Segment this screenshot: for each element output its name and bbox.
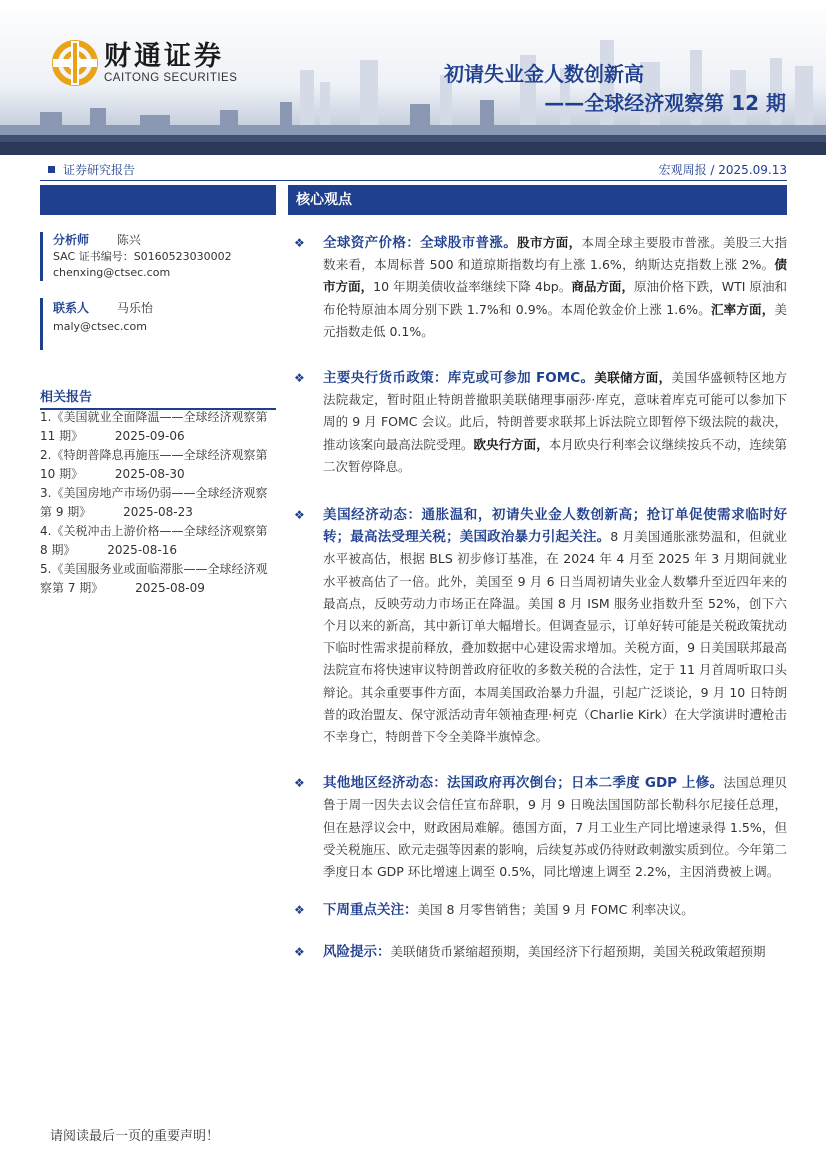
viewpoint-subheading: 债市方面， [323,257,787,295]
analyst-name: 陈兴 [116,233,141,247]
contact-email[interactable]: maly@ctsec.com [53,320,147,333]
contact-role: 联系人 [53,301,90,315]
viewpoint-text: 原油价格下跌，WTI 原油和布伦特原油本周分别下跌 1.7%和 0.9%。本周伦敦金价上涨 1.6%。 [323,279,787,317]
related-report-date: 2025-09-06 [114,429,185,443]
related-report-link[interactable]: 1.《美国就业全面降温——全球经济观察第 11 期》 [40,410,268,443]
logo-chinese-name: 财通证券 [104,41,224,72]
contact-info [40,298,276,350]
related-report-link[interactable]: 2.《特朗普降息再施压——全球经济观察第 10 期》 [40,448,268,481]
related-report-item[interactable] [40,484,276,522]
viewpoint-heading: 风险提示： [323,944,391,961]
header-banner [0,0,826,155]
caitong-logo-icon [52,40,98,86]
viewpoint-text: 美国 8 月零售销售；美国 9 月 FOMC 利率决议。 [417,902,694,918]
viewpoint-subheading: 商品方面， [571,279,634,295]
viewpoint-heading: 下周重点关注： [323,902,418,919]
report-title-main: 初请失业金人数创新高 [444,62,644,86]
related-report-date: 2025-08-23 [123,505,193,519]
analyst-email[interactable]: chenxing@ctsec.com [53,266,171,279]
related-report-date: 2025-08-16 [107,543,178,557]
viewpoint-next-week [292,899,787,921]
related-reports-list [40,408,276,598]
analyst-sac: SAC 证书编号：S0160523030002 [53,250,232,263]
core-viewpoints [292,232,787,964]
viewpoint-heading: 主要央行货币政策：库克或可参加 FOMC。 [323,370,595,387]
related-report-item[interactable] [40,560,276,598]
core-viewpoints-header: 核心观点 [288,185,787,215]
disclaimer-note: 请阅读最后一页的重要声明！ [50,1129,220,1144]
divider [40,180,787,181]
related-report-item[interactable] [40,522,276,560]
viewpoint-subheading: 美联储方面， [594,370,672,386]
company-logo [52,40,237,86]
diamond-bullet-icon: ❖ [294,236,305,250]
related-report-item[interactable] [40,446,276,484]
logo-english-name: CAITONG SECURITIES [104,72,238,84]
diamond-bullet-icon: ❖ [294,508,305,523]
viewpoint-heading: 其他地区经济动态：法国政府再次倒台；日本二季度 GDP 上修。 [323,775,724,792]
viewpoint-text: 8 月美国通胀涨势温和，但就业水平被高估，根据 BLS 初步修订基准，在 2024 年 4 月至 2025 年 3 月期间就业水平被高估了一倍。此外，美国至 9 月 6 日当周初请失业金人数攀升至近四年来的最高点，反映劳动力市场正在降温。美国 8 月 ISM 服务业指数升至 52%，创下六个月以来的新高，其中新订单大幅增长。但调查显示，订单好转可能是关税政策扰动下临时性需求提前释放，叠加数据中心建设需求增加。关税方面，9 日美国联邦最高法院宣布将快速审议特朗普政府征收的多数关税的合法性，定于 11 月首周听取口头辩论。其余重要事件方面，本周美国政治暴力升温，引起广泛谈论，9 月 10 日特朗普的政治盟友、保守派活动青年领袖查理·柯克（Charlie Kirk）在大学演讲时遭枪击不幸身亡，特朗普下令全美降半旗悼念。 [323,529,787,745]
viewpoint-subheading: 股市方面， [517,235,582,250]
diamond-bullet-icon: ❖ [294,371,305,386]
diamond-bullet-icon: ❖ [294,945,305,960]
related-report-link[interactable]: 5.《美国服务业或面临滞胀——全球经济观察第 7 期》 [40,562,268,595]
viewpoint-global-assets [292,232,787,343]
analyst-info [40,232,276,281]
viewpoint-text: 美元指数走低 0.1%。 [323,301,787,339]
report-title [444,60,786,118]
viewpoint-text: 法国总理贝鲁于周一因失去议会信任宣布辞职，9 月 9 日晚法国国防部长勒科尔尼接任总理，但在悬浮议会中，财政困局难解。德国方面，7 月工业生产同比增速录得 1.5%，但受关税施压、欧元走强等因素的影响，后续复苏或仍待财政刺激实质到位。今年第二季度日本 GDP 环比增速上调至 0.5%，同比增速上调至 2.2%，主因消费被上调。 [323,775,787,880]
related-report-link[interactable]: 4.《关税冲击上游价格——全球经济观察第 8 期》 [40,524,268,557]
diamond-bullet-icon: ❖ [294,903,305,918]
square-bullet-icon [48,166,55,173]
related-report-item[interactable] [40,408,276,446]
viewpoint-central-banks [292,367,787,478]
related-report-date: 2025-08-30 [114,467,185,481]
contact-name: 马乐怡 [116,301,153,315]
viewpoint-heading: 全球资产价格：全球股市普涨。 [323,235,518,251]
viewpoint-text: 本月欧央行利率会议继续按兵不动，连续第二次暂停降息。 [323,436,787,474]
diamond-bullet-icon: ❖ [294,776,305,791]
report-title-sub: ——全球经济观察第 12 期 [544,91,786,115]
viewpoint-us-economy [292,504,787,748]
viewpoint-heading: 美国经济动态：通胀温和，初请失业金人数创新高；抢订单促使需求临时好转；最高法受理关税；美国政治暴力引起关注。 [323,507,787,546]
viewpoint-text: 美国华盛顿特区地方法院裁定，暂时阻止特朗普撤职美联储理事丽莎·库克，意味着库克可能可以参加下周的 9 月 FOMC 会议。此后，特朗普要求联邦上诉法院立即暂停下级法院的裁决，推动该案向最高法院受理。 [323,370,787,452]
viewpoint-text: 本周全球主要股市普涨。美股三大指数来看，本周标普 500 和道琼斯指数均有上涨 1.6%，纳斯达克指数上涨 2%。 [323,235,787,273]
report-type: 证券研究报告 [63,163,136,177]
related-report-date: 2025-08-09 [135,581,205,595]
viewpoint-subheading: 欧央行方面， [473,436,549,452]
sidebar-header-bar [40,185,276,215]
subheader [40,161,787,181]
viewpoint-subheading: 汇率方面， [710,301,775,317]
viewpoint-other-regions [292,772,787,883]
viewpoint-text: 10 年期美债收益率继续下降 4bp。 [373,279,572,295]
related-reports-title: 相关报告 [40,386,276,410]
viewpoint-risk [292,941,787,963]
viewpoint-text: 美联储货币紧缩超预期，美国经济下行超预期，美国关税政策超预期 [390,944,766,960]
analyst-role: 分析师 [53,233,90,247]
category-date: 宏观周报 / 2025.09.13 [658,163,787,177]
related-report-link[interactable]: 3.《美国房地产市场仍弱——全球经济观察第 9 期》 [40,486,268,519]
